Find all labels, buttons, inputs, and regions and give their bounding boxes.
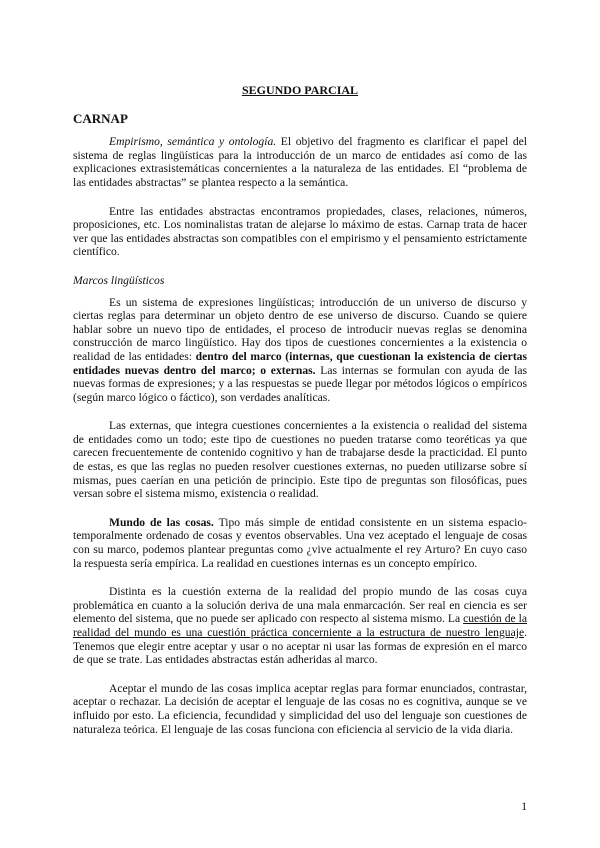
intro-text: El objetivo del fragmento es clarificar el papel del sistema de reglas lingüísticas para la introducción de un marco de entidades así como de las explicaciones extrasistemáticas concernientes a la naturaleza de las entidades. El “problema de las entidades abstractas” se plantea respecto a la semántica. (73, 135, 527, 189)
marcos-bold: dentro del marco (internas, que cuestionan la existencia de ciertas entidades nuevas dentro del marco; o externas. (73, 349, 527, 377)
mundo-text: Tipo más simple de entidad consistente en un sistema espacio-temporalmente ordenado de cosas y eventos observables. Una vez aceptado el lenguaje de cosas con su marco, podemos plantear preguntas como ¿vive actualmente el rey Arturo? En cuyo caso la respuesta sería empírica. La realidad en cuestiones internas es un concepto empírico. (73, 515, 527, 570)
intro-lead: Empirismo, semántica y ontología. (109, 135, 277, 149)
cuestion-text-a: Distinta es la cuestión externa de la realidad del propio mundo de las cosas cuya problemática en cuanto a la solución deriva de una mala enmarcación. Ser real en ciencia es ser elemento del sistema, que no puede ser aplicado con respecto al sistema mismo. La (73, 585, 527, 626)
mundo-lead: Mundo de las cosas. (109, 515, 214, 529)
paragraph-marcos (73, 296, 527, 405)
document-body (73, 84, 527, 751)
paragraph-mundo-cosas (73, 516, 527, 570)
subheading-marcos: Marcos lingüísticos (73, 273, 165, 287)
paragraph-externas: Las externas, que integra cuestiones concernientes a la existencia o realidad del sistema de entidades como un todo; este tipo de cuestiones no pueden tratarse como teoréticas ya que carecen frecuentemente de contenido cognitivo y han de trabajarse desde la practicidad. El punto de estas, es que las reglas no pueden resolver cuestiones externas, no pueden utilizarse sobre sí mismas, pues caerían en una petición de principio. Este tipo de preguntas son filosóficas, pues versan sobre el sistema mismo, existencia o realidad. (73, 419, 527, 501)
document-title: SEGUNDO PARCIAL (241, 83, 359, 97)
paragraph-abstract-entities: Entre las entidades abstractas encontramos propiedades, clases, relaciones, números, proposiciones, etc. Los nominalistas tratan de alejarse lo máximo de estas. Carnap trata de hacer ver que las entidades abstractas son compatibles con el empirismo y el pensamiento estrictamente científico. (73, 204, 527, 259)
section-heading-carnap: CARNAP (73, 110, 128, 126)
paragraph-aceptar: Aceptar el mundo de las cosas implica aceptar reglas para formar enunciados, contrastar, aceptar o rechazar. La decisión de aceptar el lenguaje de las cosas no es cognitiva, aunque se ve influido por esto. La eficiencia, fecundidad y simplicidad del uso del lenguaje son cuestiones de naturaleza teórica. El lenguaje de las cosas funciona con eficiencia al servicio de la vida diaria. (73, 681, 527, 736)
page-number: 1 (521, 800, 527, 813)
marcos-text-b: Las internas se formulan con ayuda de las nuevas formas de expresiones; y a las respuestas se puede llegar por métodos lógicos o empíricos (según marco lógico o fáctico), son verdades analíticas. (73, 363, 527, 404)
paragraph-intro (73, 135, 527, 189)
paragraph-cuestion-externa (73, 585, 527, 667)
cuestion-text-b: . Tenemos que elegir entre aceptar y usar o no aceptar ni usar las formas de expresión en el marco de que se trate. Las entidades abstractas están adheridas al marco. (73, 626, 527, 667)
marcos-text-a: Es un sistema de expresiones lingüísticas; introducción de un universo de discurso y ciertas reglas para determinar un objeto dentro de ese universo de discurso. Cuando se quiere hablar sobre un nuevo tipo de entidades, el proceso de introducir nuevas reglas se denomina construcción de marco lingüístico. Hay dos tipos de cuestiones concernientes a la existencia o realidad de las entidades: (73, 295, 527, 363)
cuestion-underlined: cuestión de la realidad del mundo es una cuestión práctica concerniente a la estructura de nuestro lenguaje (73, 612, 527, 639)
